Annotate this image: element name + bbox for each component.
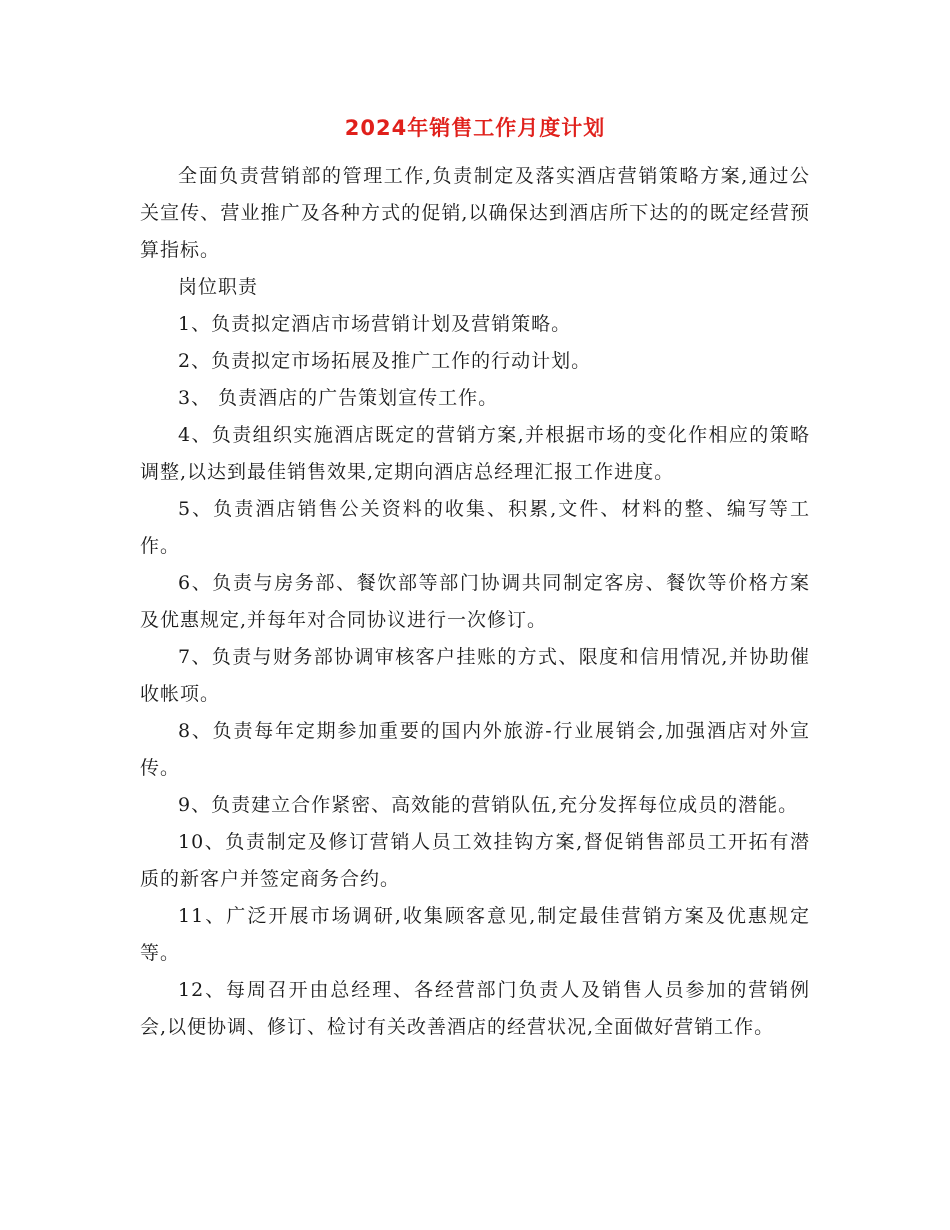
duty-item-8: 8、负责每年定期参加重要的国内外旅游-行业展销会,加强酒店对外宣传。	[140, 720, 810, 779]
document-title: 2024年销售工作月度计划	[344, 116, 606, 140]
duty-item-1: 1、负责拟定酒店市场营销计划及营销策略。	[178, 313, 572, 335]
duty-item-2: 2、负责拟定市场拓展及推广工作的行动计划。	[178, 350, 592, 372]
document-page	[140, 112, 810, 1046]
duty-item-9: 9、负责建立合作紧密、高效能的营销队伍,充分发挥每位成员的潜能。	[178, 794, 799, 816]
duty-item-10: 10、负责制定及修订营销人员工效挂钩方案,督促销售部员工开拓有潜质的新客户并签定商务合约。	[140, 831, 810, 890]
section-heading: 岗位职责	[178, 276, 259, 298]
intro-paragraph: 全面负责营销部的管理工作,负责制定及落实酒店营销策略方案,通过公关宣传、营业推广及各种方式的促销,以确保达到酒店所下达的的既定经营预算指标。	[140, 165, 810, 261]
duty-item-4: 4、负责组织实施酒店既定的营销方案,并根据市场的变化作相应的策略调整,以达到最佳销售效果,定期向酒店总经理汇报工作进度。	[140, 424, 810, 483]
duty-item-12: 12、每周召开由总经理、各经营部门负责人及销售人员参加的营销例会,以便协调、修订、检讨有关改善酒店的经营状况,全面做好营销工作。	[140, 979, 810, 1038]
duty-item-3: 3、 负责酒店的广告策划宣传工作。	[178, 387, 499, 409]
duty-item-5: 5、负责酒店销售公关资料的收集、积累,文件、材料的整、编写等工作。	[140, 498, 810, 557]
duty-item-11: 11、广泛开展市场调研,收集顾客意见,制定最佳营销方案及优惠规定等。	[140, 905, 810, 964]
duty-item-6: 6、负责与房务部、餐饮部等部门协调共同制定客房、餐饮等价格方案及优惠规定,并每年对合同协议进行一次修订。	[140, 572, 810, 631]
duty-item-7: 7、负责与财务部协调审核客户挂账的方式、限度和信用情况,并协助催收帐项。	[140, 646, 810, 705]
